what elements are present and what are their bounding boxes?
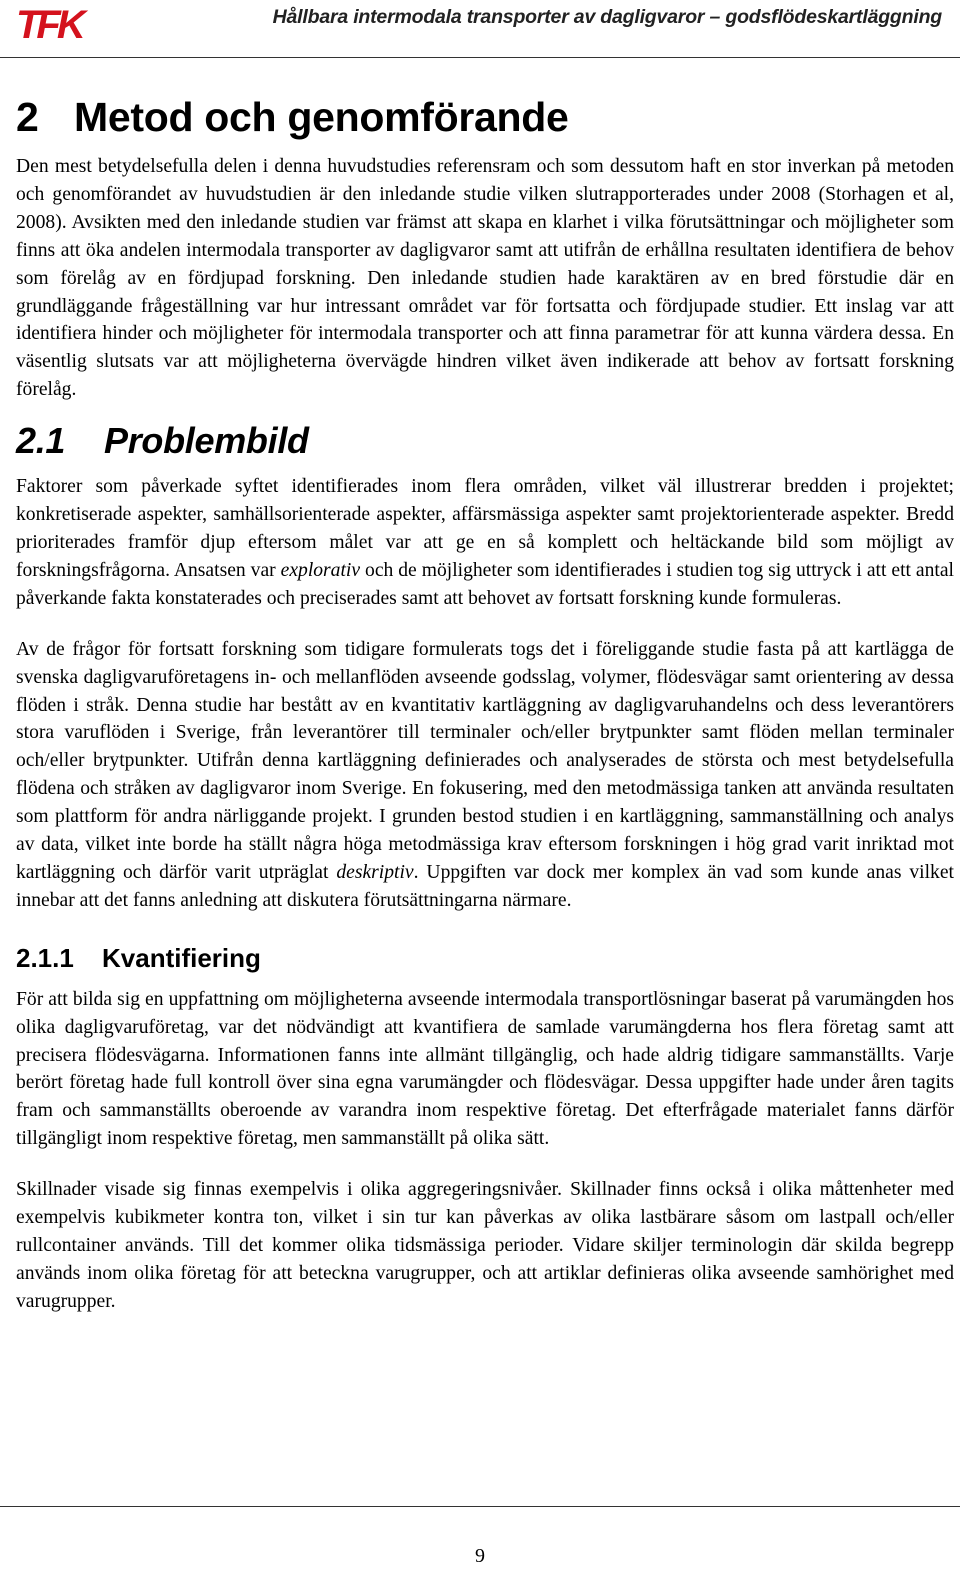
chapter-number: 2	[16, 94, 39, 140]
header-rule	[0, 57, 960, 58]
subsection-paragraph-2: Skillnader visade sig finnas exempelvis i olika aggregeringsnivåer. Skillnader finns också i olika måttenheter med exempelvis kubikmeter kontra ton, vilket i sin tur kan påverkas av olika lastbärare såsom om lastpall och/eller rullcontainer används. Till det kommer olika tidsmässiga perioder. Vidare skiljer terminologin där skilda begrepp används inom olika företag för att beteckna varugrupper, och att artiklar definieras olika avseende samhörighet med varugrupper.	[16, 1179, 954, 1312]
subsection-title: Kvantifiering	[102, 942, 261, 973]
section-heading	[16, 416, 954, 466]
document-body	[16, 86, 954, 1316]
italic-term: deskriptiv	[336, 861, 414, 883]
subsection-paragraph-1: För att bilda sig en uppfattning om möjligheterna avseende intermodala transportlösningar baserat på varumängden hos olika dagligvaruföretag, var det nödvändigt att kvantifiera de samlade varumängderna hos flera företag samt att precisera flödesvägarna. Informationen fanns inte allmänt tillgänglig, och hade aldrig tidigare sammanställts. Varje berört företag hade full kontroll över sina egna varumängder och flödesvägar. Dessa uppgifter hade under åren tagits fram och sammanställts oberoende av varandra inom respektive företag. Det efterfrågade materialet fanns därför tillgängligt inom respektive företag, men sammanställt på olika sätt.	[16, 988, 954, 1150]
svg-text:TFK: TFK	[16, 3, 82, 47]
chapter-title: Metod och genomförande	[74, 94, 569, 140]
section-title: Problembild	[104, 420, 309, 462]
chapter-paragraph: Den mest betydelsefulla delen i denna huvudstudies referensram och som dessutom haft en stor inverkan på metoden och genomförandet av huvudstudien är den inledande studie vilken slutrapporterades under 2008 (Storhagen et al, 2008). Avsikten med den inledande studien var främst att skapa en klarhet i vilka förutsättningar och möjligheter som finns att öka andelen intermodala transporter av dagligvaror samt att utifrån de erhållna resultaten identifiera de behov som förelåg av en fördjupad forskning. Den inledande studien hade karaktären av en bred förstudie där en grundläggande frågeställning var hur intressant området var för fortsatta och fördjupade studier. Ett inslag var att identifiera hinder och möjligheter för intermodala transporter och att finna parametrar för att kunna värdera dessa. En väsentlig slutsats var att möjligheterna övervägde hindren vilket även indikerade att behov av fortsatt forskning förelåg.	[16, 156, 954, 401]
page-header	[0, 0, 960, 60]
page-number: 9	[475, 1545, 485, 1567]
subsection-number: 2.1.1	[16, 942, 74, 973]
running-title: Hållbara intermodala transporter av dagligvaror – godsflödeskartläggning	[272, 6, 942, 28]
tfk-logo	[16, 0, 82, 51]
section-paragraph-2: Av de frågor för fortsatt forskning som tidigare formulerats togs det i föreliggande studie fasta på att kartlägga de svenska dagligvaruföretagens in- och mellanflöden avseende godsslag, volymer, flödesvägar samt orientering av dessa flöden i stråk. Denna studie har bestått av en kvantitativ kartläggning av dagligvaruhandelns och dess leverantörers stora varuflöden i Sverige, från leverantörer till terminaler och/eller brytpunkter samt flöden mellan terminaler och/eller brytpunkter. Utifrån denna kartläggning definierades och analyserades de största och mest betydelsefulla flödena och stråken av dagligvaror inom Sverige. En fokusering, med den metodmässiga tanken att använda resultaten som plattform för andra närliggande projekt. I grunden bestod studien i en kartläggning, sammanställning och analys av data, vilket inte borde ha ställt några höga metodmässiga krav eftersom forskningen i hög grad varit inriktad mot kartläggning och därför varit utpräglat deskriptiv. Uppgiften var dock mer komplex än vad som kunde anas vilket innebar att det fanns anledning att diskutera förutsättningarna närmare.	[16, 638, 954, 911]
section-number: 2.1	[16, 420, 66, 462]
italic-term: explorativ	[280, 559, 361, 581]
tfk-logo-icon	[16, 0, 82, 47]
subsection-heading	[16, 938, 954, 978]
footer-rule	[0, 1506, 960, 1507]
section-paragraph-1: Faktorer som påverkade syftet identifierades inom flera områden, vilket väl illustrerar bredden i projektet; konkretiserade aspekter, samhällsorienterade aspekter, affärsmässiga aspekter samt projektorienterade aspekter. Bredd prioriterades framför djup eftersom målet var att ge en så komplett och heltäckande bild som möjligt av forskningsfrågorna. Ansatsen var explorativ och de möjligheter som identifierades i studien tog sig uttryck i att ett antal påverkande fakta konstaterades och preciserades samt att behovet av fortsatt forskning kunde formuleras.	[16, 476, 954, 609]
chapter-heading	[16, 86, 954, 148]
